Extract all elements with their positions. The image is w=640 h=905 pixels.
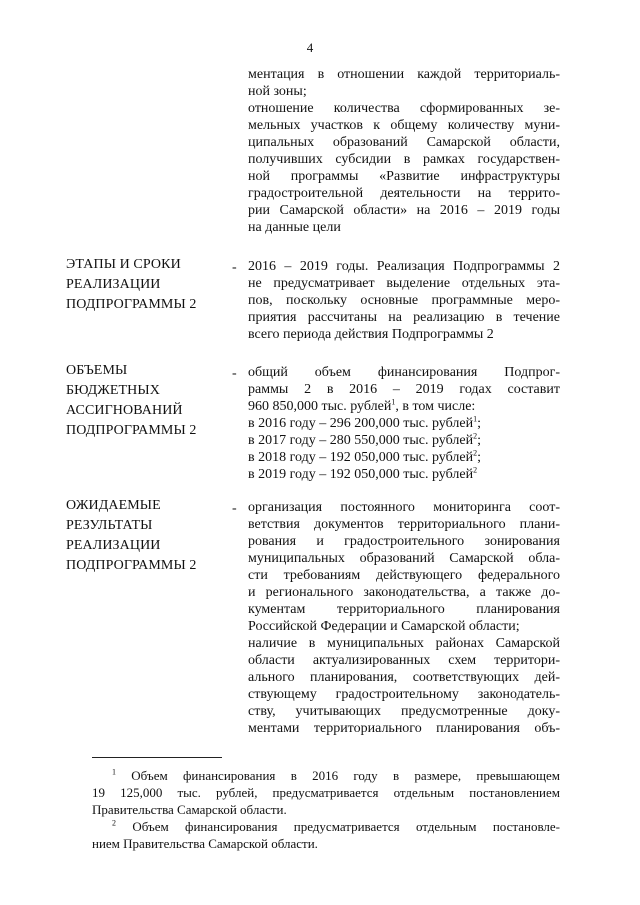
text-line: и регионального законодательства, а также до- <box>248 585 560 600</box>
label-line: ПОДПРОГРАММЫ 2 <box>66 297 197 312</box>
section-text-results <box>248 499 560 737</box>
section-label-stages <box>66 255 236 315</box>
section-text-stages <box>248 258 560 343</box>
text-line <box>248 449 560 466</box>
text-line: ального планирования, соответствующих дей- <box>248 670 560 685</box>
footnote-2-line: нием Правительства Самарской области. <box>92 836 318 851</box>
section-text-budget <box>248 364 560 483</box>
footnote-mark: 1 <box>112 767 116 777</box>
dash-marker: - <box>232 260 237 275</box>
text-line: области актуализированных схем территори- <box>248 653 560 668</box>
text-line: всего периода действия Подпрограммы 2 <box>248 327 494 342</box>
text-line: пов, поскольку основные программные меро- <box>248 293 560 308</box>
text-line <box>248 466 560 483</box>
footnote-ref: 2 <box>473 465 478 475</box>
year-amount: в 2018 году – 192 050,000 тыс. рублей <box>248 450 474 465</box>
text-line: раммы 2 в 2016 – 2019 годах составит <box>248 382 560 397</box>
footnote-ref: 2 <box>473 448 478 458</box>
continuation-text <box>248 66 560 236</box>
text-line: сти требованиям действующего федерального <box>248 568 560 583</box>
text-line: ментами территориального планирования объ- <box>248 721 560 736</box>
text-line: ствующему градостроительному законодатель- <box>248 687 560 702</box>
label-line: РЕАЛИЗАЦИИ <box>66 277 161 292</box>
page-number: 4 <box>306 40 314 55</box>
dash-marker: - <box>232 501 237 516</box>
text-line <box>248 432 560 449</box>
text-line: градостроительной деятельности на террито- <box>248 186 560 201</box>
text-line: муниципальных образований Самарской обла- <box>248 551 560 566</box>
text-line <box>248 415 560 432</box>
text-line: отношение количества сформированных зе- <box>248 101 560 116</box>
total-amount: 960 850,000 тыс. рублей <box>248 399 392 414</box>
text-line: на данные цели <box>248 220 341 235</box>
footnote-1-line: Правительства Самарской области. <box>92 802 287 817</box>
text-line: приятия рассчитаны на реализацию в течение <box>248 310 560 325</box>
footnote-separator <box>92 757 222 758</box>
text-line: организация постоянного мониторинга соот- <box>248 500 560 515</box>
footnote-1-line: $^1$ Объем финансирования в 2016 году в размере, превышающем <box>112 767 561 783</box>
text-line: общий объем финансирования Подпрог- <box>248 365 560 380</box>
footnote-ref: 1 <box>473 414 478 424</box>
label-line: ОЖИДАЕМЫЕ <box>66 498 161 513</box>
text-line: получивших субсидии в рамках государствен- <box>248 152 560 167</box>
text-line: рования и градостроительного зонирования <box>248 534 560 549</box>
footnote-ref: 1 <box>391 397 396 407</box>
footnote-mark: 2 <box>112 818 116 828</box>
label-line: ЭТАПЫ И СРОКИ <box>66 257 181 272</box>
total-tail: , в том числе: <box>395 399 476 414</box>
text-line: Российской Федерации и Самарской области; <box>248 619 520 634</box>
year-amount: в 2017 году – 280 550,000 тыс. рублей <box>248 433 474 448</box>
text-line: рии Самарской области» на 2016 – 2019 годы <box>248 203 560 218</box>
text-line <box>248 398 560 415</box>
label-line: ПОДПРОГРАММЫ 2 <box>66 558 197 573</box>
label-line: АССИГНОВАНИЙ <box>66 403 183 418</box>
text-line: ной зоны; <box>248 84 307 99</box>
section-label-budget <box>66 361 236 441</box>
footnotes <box>92 767 560 852</box>
label-line: РЕЗУЛЬТАТЫ <box>66 518 153 533</box>
text-line: мельных участков к общему количеству муни- <box>248 118 560 133</box>
footnote-1-line: 19 125,000 тыс. рублей, предусматривается отдельным постановлением <box>92 785 560 800</box>
year-amount: в 2019 году – 192 050,000 тыс. рублей <box>248 467 474 482</box>
line-end: ; <box>477 450 481 465</box>
text-line: кументам территориального планирования <box>248 602 560 617</box>
label-line: БЮДЖЕТНЫХ <box>66 383 160 398</box>
text-line: ципальных образований Самарской области, <box>248 135 560 150</box>
label-line: ПОДПРОГРАММЫ 2 <box>66 423 197 438</box>
dash-marker: - <box>232 366 237 381</box>
line-end: ; <box>477 416 481 431</box>
year-amount: в 2016 году – 296 200,000 тыс. рублей <box>248 416 474 431</box>
text-line: не предусматривает выделение отдельных эта- <box>248 276 560 291</box>
text-line: ной программы «Развитие инфраструктуры <box>248 169 560 184</box>
section-label-results <box>66 496 236 576</box>
text-line: ветствия документов территориального плани- <box>248 517 560 532</box>
label-line: РЕАЛИЗАЦИИ <box>66 538 161 553</box>
line-end: ; <box>477 433 481 448</box>
text-line: ментация в отношении каждой территориаль- <box>248 67 560 82</box>
text-line: 2016 – 2019 годы. Реализация Подпрограммы 2 <box>248 259 560 274</box>
label-line: ОБЪЕМЫ <box>66 363 128 378</box>
footnote-2-line: $^2$ Объем финансирования предусматривается отдельным постановле- <box>112 818 561 834</box>
text-line: наличие в муниципальных районах Самарской <box>248 636 560 651</box>
footnote-ref: 2 <box>473 431 478 441</box>
text-line: ству, учитывающих предусмотренные доку- <box>248 704 560 719</box>
